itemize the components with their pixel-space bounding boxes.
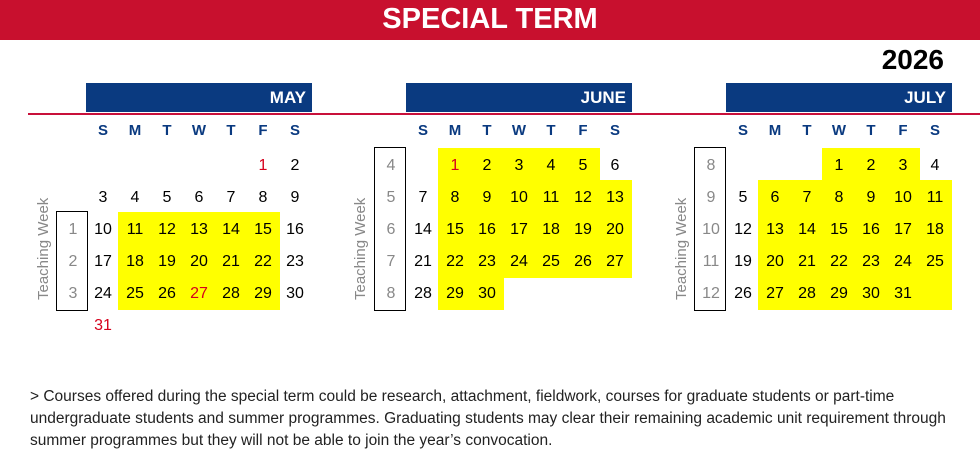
day-cell: 21 <box>798 253 816 270</box>
day-cell: 5 <box>738 189 748 206</box>
day-cell: 28 <box>798 285 816 302</box>
weekday-header: F <box>898 122 908 139</box>
day-cell: 14 <box>414 221 432 238</box>
day-cell: 13 <box>766 221 784 238</box>
day-cell: 25 <box>542 253 560 270</box>
weekday-header: S <box>417 122 428 139</box>
day-cell: 22 <box>254 253 272 270</box>
weekday-header: F <box>258 122 268 139</box>
weekday-header: T <box>482 122 492 139</box>
day-cell: 5 <box>578 157 588 174</box>
weekday-header: M <box>768 122 782 139</box>
day-cell: 1 <box>258 157 268 174</box>
day-cell: 17 <box>894 221 912 238</box>
day-cell: 15 <box>254 221 272 238</box>
weekday-header: T <box>226 122 236 139</box>
day-cell: 17 <box>510 221 528 238</box>
day-cell: 19 <box>574 221 592 238</box>
teaching-week-number: 1 <box>68 221 78 238</box>
day-cell: 29 <box>830 285 848 302</box>
day-cell: 11 <box>126 221 144 238</box>
day-cell: 26 <box>574 253 592 270</box>
weekday-header: T <box>546 122 556 139</box>
teaching-week-label: Teaching Week <box>352 197 369 300</box>
day-cell: 12 <box>574 189 592 206</box>
day-cell: 5 <box>162 189 172 206</box>
day-cell: 10 <box>94 221 112 238</box>
day-cell: 2 <box>866 157 876 174</box>
month-header-may: MAY <box>86 83 312 112</box>
day-cell: 24 <box>510 253 528 270</box>
day-cell: 18 <box>126 253 144 270</box>
footnote: > Courses offered during the special term could be research, attachment, fieldwork, courses for graduate students or part-time undergraduate students and summer programmes. Graduating students may clear their remaining academic unit requirement through summer programmes but they will not be able to join the year’s convocation. <box>30 388 946 449</box>
day-cell: 28 <box>222 285 240 302</box>
weekday-header: S <box>929 122 940 139</box>
day-cell: 6 <box>610 157 620 174</box>
day-cell: 17 <box>94 253 112 270</box>
day-cell: 12 <box>158 221 176 238</box>
day-cell: 31 <box>94 317 112 334</box>
day-cell: 19 <box>734 253 752 270</box>
day-cell: 7 <box>418 189 428 206</box>
weekday-header: F <box>578 122 588 139</box>
day-cell: 16 <box>478 221 496 238</box>
day-cell: 6 <box>770 189 780 206</box>
day-cell: 3 <box>898 157 908 174</box>
day-cell: 22 <box>830 253 848 270</box>
day-cell: 30 <box>286 285 304 302</box>
teaching-week-number: 3 <box>68 285 78 302</box>
day-cell: 27 <box>606 253 624 270</box>
weekday-header: S <box>97 122 108 139</box>
weekday-header: S <box>289 122 300 139</box>
weekday-header: T <box>802 122 812 139</box>
day-cell: 29 <box>254 285 272 302</box>
day-cell: 13 <box>190 221 208 238</box>
weekday-header: T <box>162 122 172 139</box>
day-cell: 18 <box>926 221 944 238</box>
teaching-week-number: 12 <box>702 285 720 302</box>
day-cell: 16 <box>862 221 880 238</box>
day-cell: 23 <box>286 253 304 270</box>
day-cell: 22 <box>446 253 464 270</box>
year-label: 2026 <box>881 44 944 75</box>
day-cell: 29 <box>446 285 464 302</box>
day-cell: 27 <box>766 285 784 302</box>
teaching-week-number: 8 <box>706 157 716 174</box>
day-cell: 26 <box>158 285 176 302</box>
day-cell: 3 <box>514 157 524 174</box>
day-cell: 18 <box>542 221 560 238</box>
banner-title: SPECIAL TERM <box>0 0 980 40</box>
teaching-week-number: 9 <box>706 189 716 206</box>
day-cell: 24 <box>894 253 912 270</box>
day-cell: 12 <box>734 221 752 238</box>
day-cell: 1 <box>834 157 844 174</box>
day-cell: 30 <box>862 285 880 302</box>
weekday-header: T <box>866 122 876 139</box>
weekday-header: M <box>128 122 142 139</box>
day-cell: 15 <box>446 221 464 238</box>
day-cell: 14 <box>222 221 240 238</box>
day-cell: 4 <box>130 189 140 206</box>
day-cell: 4 <box>546 157 556 174</box>
day-cell: 9 <box>482 189 492 206</box>
teaching-week-label: Teaching Week <box>35 197 52 300</box>
day-cell: 9 <box>290 189 300 206</box>
teaching-week-number: 2 <box>68 253 78 270</box>
day-cell: 20 <box>766 253 784 270</box>
teaching-week-number: 6 <box>386 221 396 238</box>
day-cell: 8 <box>834 189 844 206</box>
month-header-june: JUNE <box>406 83 632 112</box>
day-cell: 23 <box>478 253 496 270</box>
day-cell: 26 <box>734 285 752 302</box>
day-cell: 16 <box>286 221 304 238</box>
divider-line <box>28 113 980 115</box>
day-cell: 30 <box>478 285 496 302</box>
weekday-header: S <box>737 122 748 139</box>
day-cell: 11 <box>542 189 560 206</box>
teaching-week-number: 8 <box>386 285 396 302</box>
day-cell: 13 <box>606 189 624 206</box>
teaching-week-number: 7 <box>386 253 396 270</box>
day-cell: 27 <box>190 285 208 302</box>
day-cell: 6 <box>194 189 204 206</box>
day-cell: 25 <box>126 285 144 302</box>
weekday-header: W <box>191 122 207 139</box>
teaching-week-number: 4 <box>386 157 396 174</box>
month-header-july: JULY <box>726 83 952 112</box>
day-cell: 7 <box>802 189 812 206</box>
day-cell: 10 <box>894 189 912 206</box>
day-cell: 8 <box>450 189 460 206</box>
day-cell: 21 <box>414 253 432 270</box>
weekday-header: S <box>609 122 620 139</box>
teaching-week-number: 10 <box>702 221 720 238</box>
day-cell: 21 <box>222 253 240 270</box>
day-cell: 8 <box>258 189 268 206</box>
day-cell: 4 <box>930 157 940 174</box>
day-cell: 19 <box>158 253 176 270</box>
weekday-header: W <box>511 122 527 139</box>
day-cell: 2 <box>482 157 492 174</box>
day-cell: 2 <box>290 157 300 174</box>
day-cell: 11 <box>926 189 944 206</box>
day-cell: 10 <box>510 189 528 206</box>
day-cell: 20 <box>606 221 624 238</box>
teaching-week-label: Teaching Week <box>673 197 690 300</box>
day-cell: 9 <box>866 189 876 206</box>
day-cell: 23 <box>862 253 880 270</box>
teaching-week-number: 5 <box>386 189 396 206</box>
day-cell: 1 <box>450 157 460 174</box>
weekday-header: M <box>448 122 462 139</box>
teaching-week-number: 11 <box>702 253 720 270</box>
day-cell: 31 <box>894 285 912 302</box>
day-cell: 24 <box>94 285 112 302</box>
day-cell: 14 <box>798 221 816 238</box>
day-cell: 7 <box>226 189 236 206</box>
day-cell: 28 <box>414 285 432 302</box>
day-cell: 15 <box>830 221 848 238</box>
day-cell: 3 <box>98 189 108 206</box>
weekday-header: W <box>831 122 847 139</box>
day-cell: 25 <box>926 253 944 270</box>
day-cell: 20 <box>190 253 208 270</box>
